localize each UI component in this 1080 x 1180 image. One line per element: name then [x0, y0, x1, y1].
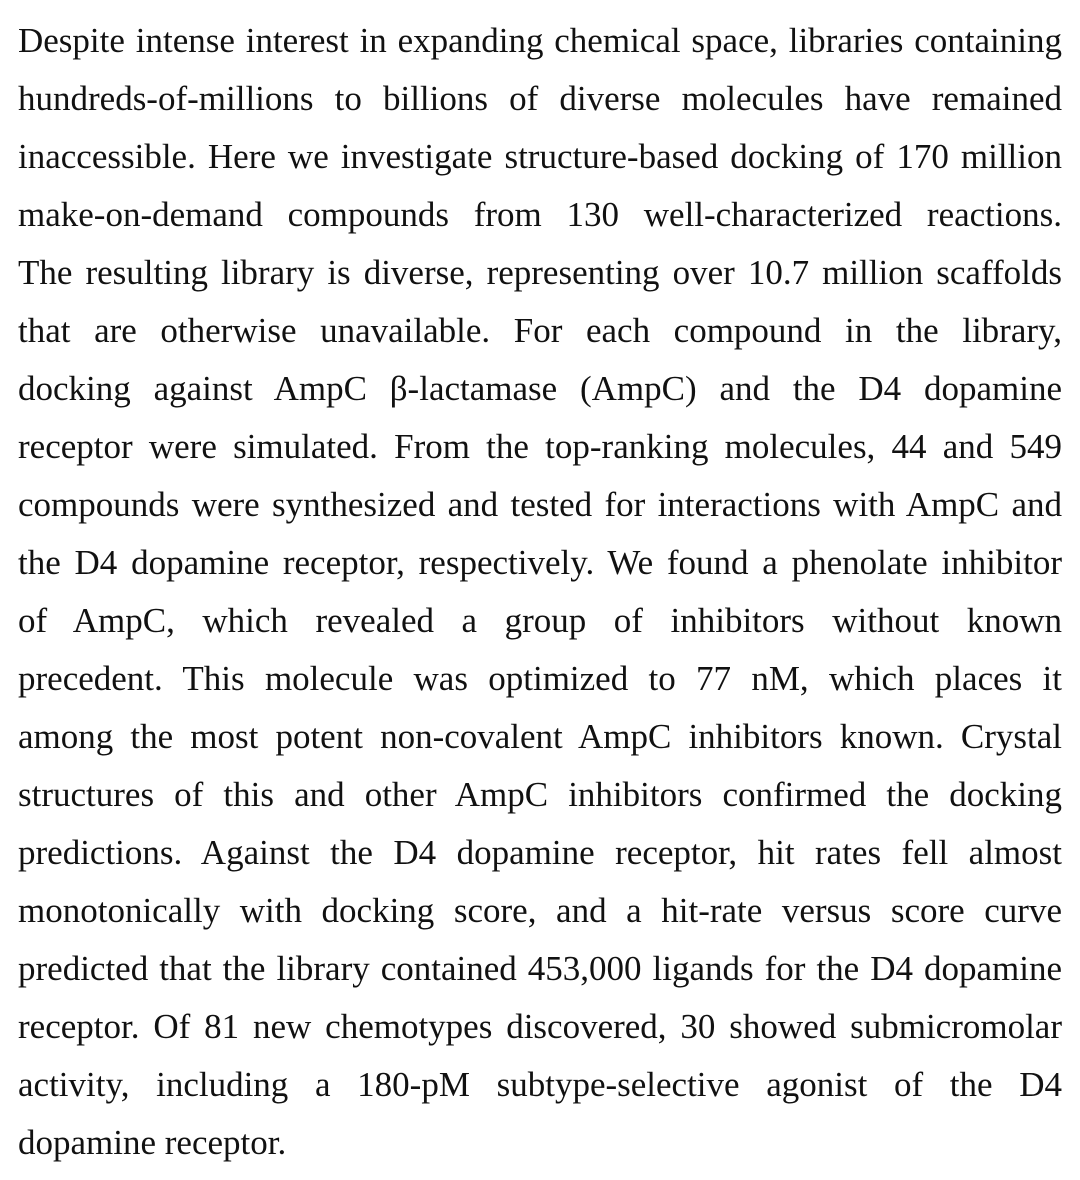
text-line: compounds were synthesized and tested for interactions with AmpC and: [18, 485, 1062, 524]
text-line: Despite intense interest in expanding chemical space, libraries containing: [18, 21, 1062, 60]
text-line: inaccessible. Here we investigate structure-based docking of 170 million: [18, 137, 1062, 176]
text-line: of AmpC, which revealed a group of inhibitors without known: [18, 601, 1062, 640]
text-line: precedent. This molecule was optimized to 77 nM, which places it: [18, 659, 1062, 698]
text-line: structures of this and other AmpC inhibitors confirmed the docking: [18, 775, 1062, 814]
text-line: activity, including a 180-pM subtype-selective agonist of the D4: [18, 1065, 1062, 1104]
text-line: the D4 dopamine receptor, respectively. We found a phenolate inhibitor: [18, 543, 1062, 582]
text-line: dopamine receptor.: [18, 1123, 287, 1162]
text-line: The resulting library is diverse, representing over 10.7 million scaffolds: [18, 253, 1062, 292]
abstract-paragraph: [18, 12, 1062, 1172]
text-line: receptor. Of 81 new chemotypes discovered, 30 showed submicromolar: [18, 1007, 1062, 1046]
text-line: make-on-demand compounds from 130 well-characterized reactions.: [18, 195, 1062, 234]
text-line: docking against AmpC β-lactamase (AmpC) and the D4 dopamine: [18, 369, 1062, 408]
text-line: monotonically with docking score, and a hit-rate versus score curve: [18, 891, 1062, 930]
text-line: predicted that the library contained 453,000 ligands for the D4 dopamine: [18, 949, 1062, 988]
text-line: that are otherwise unavailable. For each compound in the library,: [18, 311, 1062, 350]
text-line: predictions. Against the D4 dopamine receptor, hit rates fell almost: [18, 833, 1062, 872]
text-line: hundreds-of-millions to billions of diverse molecules have remained: [18, 79, 1062, 118]
text-line: receptor were simulated. From the top-ranking molecules, 44 and 549: [18, 427, 1062, 466]
text-line: among the most potent non-covalent AmpC inhibitors known. Crystal: [18, 717, 1062, 756]
